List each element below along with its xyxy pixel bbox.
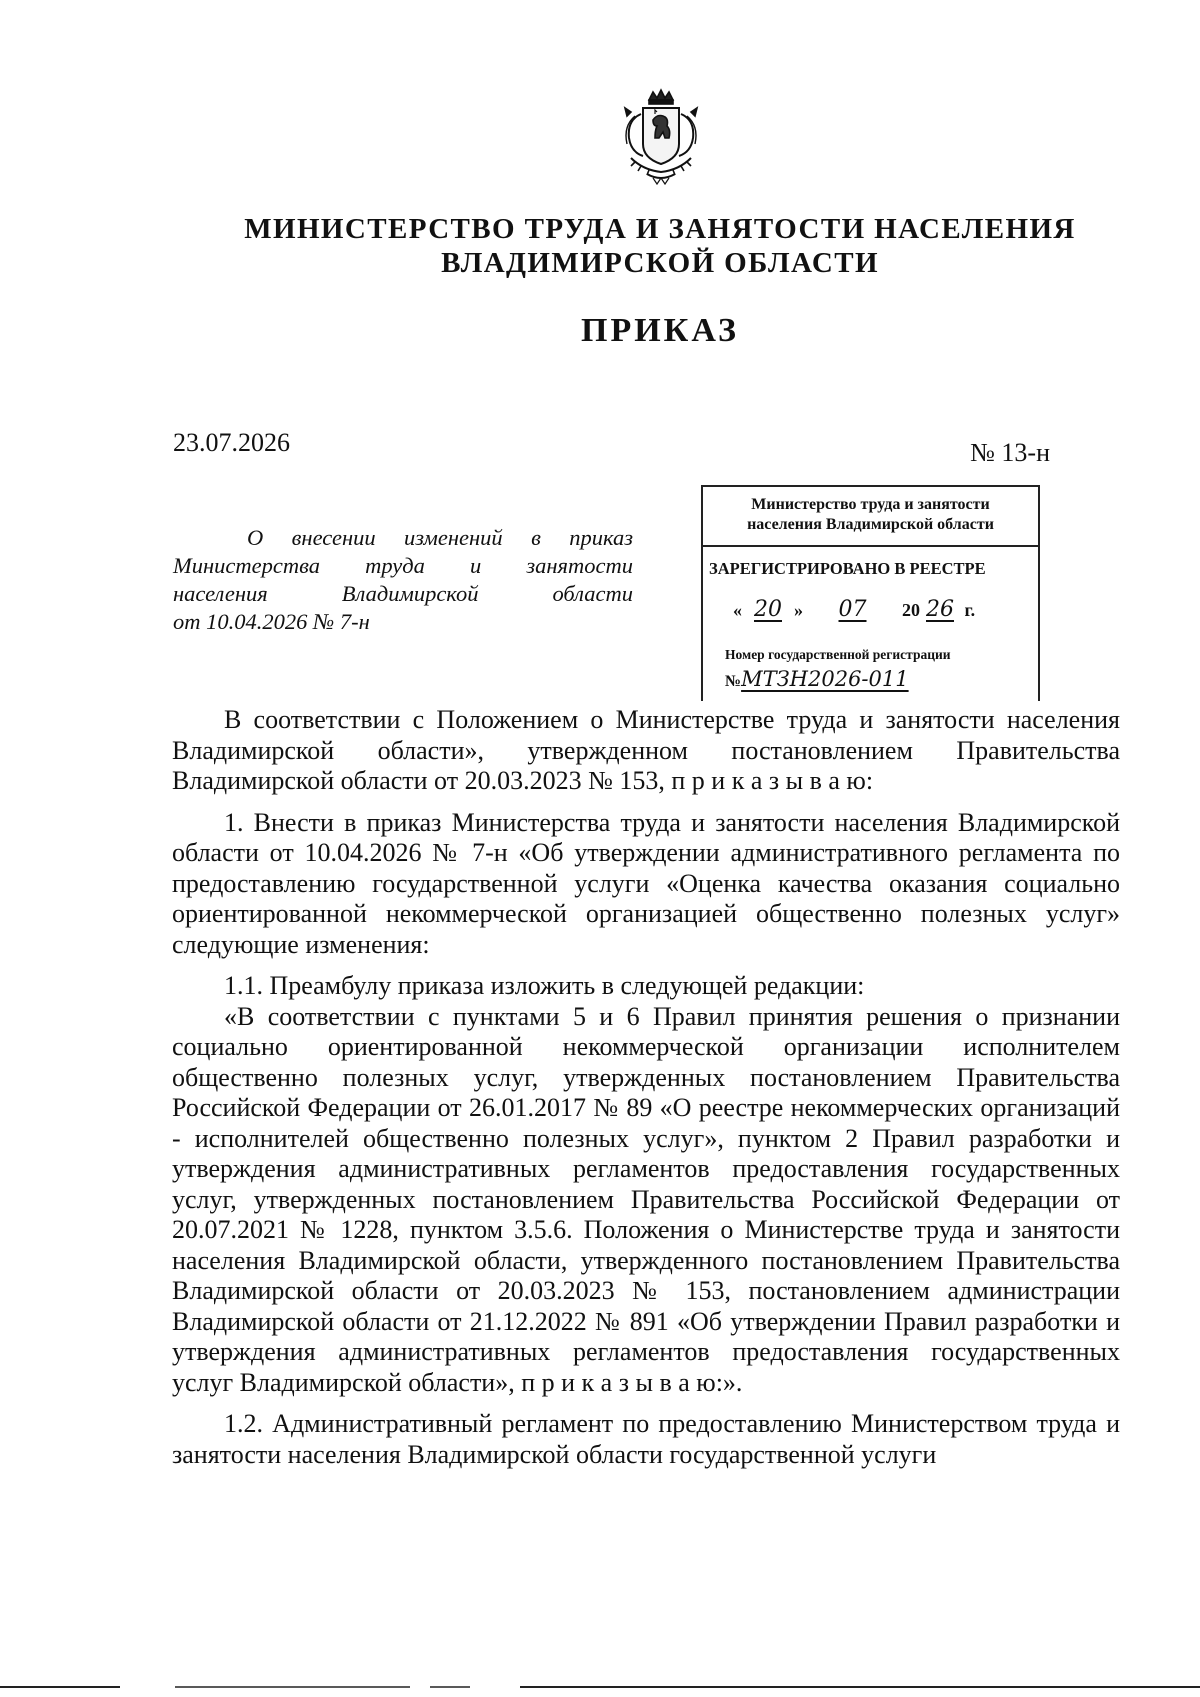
- paragraph-item-1-1: 1.1. Преамбулу приказа изложить в следующей редакции:: [224, 971, 865, 1000]
- stamp-number-label: Номер государственной регистрации: [725, 647, 951, 662]
- stamp-month: 07: [838, 597, 867, 622]
- subject-word: области: [552, 581, 633, 606]
- document-date: 23.07.2026: [173, 428, 290, 457]
- document-type-title: ПРИКАЗ: [581, 312, 739, 349]
- ministry-title-line-1: МИНИСТЕРСТВО ТРУДА И ЗАНЯТОСТИ НАСЕЛЕНИЯ: [244, 213, 1076, 245]
- registration-stamp: [701, 485, 1040, 701]
- ministry-title-line-2: ВЛАДИМИРСКОЙ ОБЛАСТИ: [441, 247, 879, 279]
- stamp-organization: [703, 495, 1038, 535]
- paragraph-new-preamble: «В соответствии с пунктами 5 и 6 Правил принятия решения о признании социально ориентированной некоммерческой организации исполнителем общественно полезных услуг, утвержденных постановлением Правительства Российской Федерации от 26.01.2017 № 89 «О реестре некоммерческих организаций - исполнителей общественно полезных услуг», пунктом 2 Правил разработки и утверждения административных регламентов предоставления государственных услуг, утвержденных постановлением Правительства Российской Федерации от 20.07.2021 № 1228, пунктом 3.5.6. Положения о Министерстве труда и занятости населения Владимирской области, утвержденного постановлением Правительства Владимирской области от 20.03.2023 № 153, постановлением администрации Владимирской области от 21.12.2022 № 891 «Об утверждении Правил разработки и утверждения административных регламентов предоставления государственных услуг Владимирской области», п р и к а з ы в а ю:».: [172, 1001, 1120, 1397]
- subject-line-4: от 10.04.2026 № 7-н: [173, 609, 370, 634]
- stamp-number-prefix: №: [725, 673, 742, 690]
- subject-word: внесении: [291, 525, 376, 550]
- stamp-year-suffix: 26: [926, 597, 954, 622]
- subject-word: населения: [173, 581, 268, 606]
- stamp-registration-date: « 20 » 07 20 26 г.: [733, 597, 976, 622]
- stamp-year-prefix: 20: [902, 600, 920, 620]
- subject-line-1: [173, 524, 633, 552]
- page-bottom-rule: [0, 1684, 1200, 1690]
- subject-line-3: [173, 580, 633, 608]
- stamp-year-unit: г.: [964, 600, 976, 620]
- subject-word: занятости: [526, 553, 633, 578]
- stamp-number-line: [725, 667, 909, 691]
- document-number: № 13-н: [970, 438, 1050, 467]
- subject-word: приказ: [569, 525, 633, 550]
- subject-word: Владимирской: [341, 581, 479, 606]
- coat-of-arms-icon: [613, 86, 709, 186]
- stamp-org-line-2: населения Владимирской области: [747, 516, 994, 533]
- paragraph-item-1: 1. Внести в приказ Министерства труда и занятости населения Владимирской области от 10.04.2026 № 7-н «Об утверждении административного регламента по предоставлению государственной услуги «Оценка качества оказания социально ориентированной некоммерческой организацией общественно полезных услуг» следующие изменения:: [172, 807, 1120, 959]
- subject-word: и: [469, 553, 482, 578]
- stamp-divider: [701, 545, 1040, 547]
- stamp-org-line-1: Министерство труда и занятости: [751, 496, 990, 513]
- stamp-number-value: МТЗН2026-011: [741, 667, 909, 691]
- subject-word: изменений: [404, 525, 503, 550]
- stamp-registered-label: ЗАРЕГИСТРИРОВАНО В РЕЕСТРЕ: [709, 559, 986, 578]
- paragraph-item-1-2: 1.2. Административный регламент по предоставлению Министерством труда и занятости населения Владимирской области государственной услуги: [172, 1409, 1120, 1469]
- stamp-day: 20: [754, 597, 782, 622]
- subject-word: Министерства: [173, 553, 320, 578]
- order-subject: [173, 524, 633, 636]
- paragraph-preamble: В соответствии с Положением о Министерстве труда и занятости населения Владимирской области», утвержденном постановлением Правительства Владимирской области от 20.03.2023 № 153, п р и к а з ы в а ю:: [172, 705, 1120, 795]
- subject-word: в: [531, 525, 541, 550]
- subject-word: О: [247, 525, 264, 550]
- subject-line-2: [173, 552, 633, 580]
- subject-word: труда: [365, 553, 425, 578]
- order-body: [172, 705, 1120, 1470]
